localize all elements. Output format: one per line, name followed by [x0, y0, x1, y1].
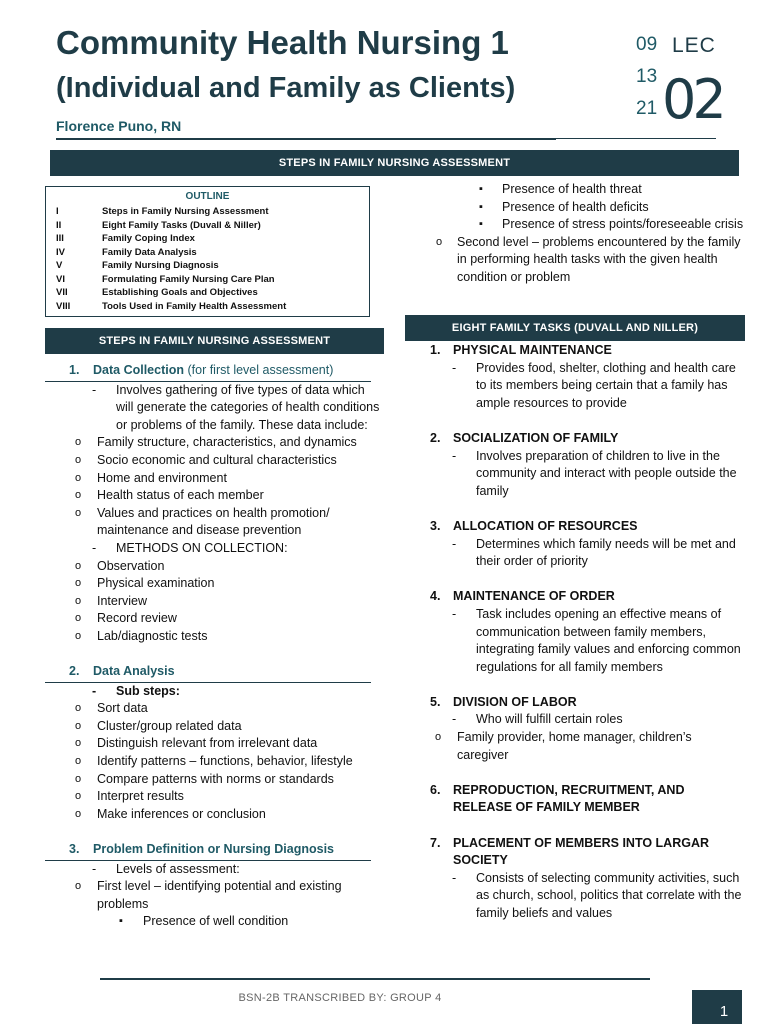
- task-number: 7.: [430, 835, 441, 850]
- task-title: PLACEMENT OF MEMBERS INTO LARGAR SOCIETY: [453, 835, 710, 868]
- list-item: o Socio economic and cultural characteristics: [45, 452, 385, 470]
- date-year: 21: [636, 98, 658, 119]
- step-number: 2.: [69, 664, 80, 679]
- sub-list-item: ▪ Presence of well condition: [45, 913, 385, 931]
- step-number: 3.: [69, 842, 80, 857]
- list-item: o Home and environment: [45, 470, 385, 488]
- outline-item: [52, 232, 363, 246]
- task-title: PHYSICAL MAINTENANCE: [453, 343, 612, 357]
- date-day: 13: [636, 66, 658, 87]
- task-description: - Consists of selecting community activities, such as church, school, politics that correlate with the family beliefs and values: [405, 870, 745, 923]
- list-item: o Lab/diagnostic tests: [45, 628, 385, 646]
- step-title: Data Analysis: [93, 664, 175, 679]
- task-description: - Involves preparation of children to live in the community and interact with people outside the family: [405, 448, 745, 501]
- list-item: o Values and practices on health promotion/ maintenance and disease prevention: [45, 505, 385, 540]
- sub-list-item: ▪ Presence of health deficits: [405, 199, 745, 217]
- section-banner-top: STEPS IN FAMILY NURSING ASSESSMENT: [50, 150, 739, 176]
- document-title: Community Health Nursing 1: [56, 24, 509, 61]
- task-number: 5.: [430, 694, 441, 709]
- outline-item: [52, 286, 363, 300]
- task-description: - Provides food, shelter, clothing and health care to its members being certain that a family has ample resources to provide: [405, 360, 745, 413]
- outline-item: [52, 259, 363, 273]
- outline-item: [52, 300, 363, 314]
- footer-credit: BSN-2B TRANSCRIBED BY: GROUP 4: [238, 992, 442, 1004]
- outline-item-num: VI: [56, 273, 65, 285]
- lecture-label: LEC: [672, 34, 716, 57]
- outline-item-num: IV: [56, 246, 65, 258]
- sub-list-item: ▪ Presence of stress points/foreseeable crisis: [405, 216, 745, 234]
- list-item: o Second level – problems encountered by the family in performing health tasks with the given health condition or problem: [405, 234, 745, 287]
- outline-item-text: Family Data Analysis: [102, 246, 197, 258]
- list-item: o Record review: [45, 610, 385, 628]
- outline-item-text: Family Coping Index: [102, 233, 195, 244]
- outline-title: OUTLINE: [185, 191, 230, 202]
- list-item: o Interpret results: [45, 788, 385, 806]
- task-number: 1.: [430, 343, 441, 357]
- sub-list-item: ▪ Presence of health threat: [405, 181, 745, 199]
- task-heading: [405, 782, 745, 817]
- task-title: DIVISION OF LABOR: [453, 694, 577, 709]
- outline-item: [52, 219, 363, 233]
- page-number-box: [692, 990, 742, 1024]
- right-column-continuation: [405, 181, 745, 287]
- task-heading: [405, 342, 745, 360]
- list-item: o Distinguish relevant from irrelevant data: [45, 735, 385, 753]
- list-item: o Family structure, characteristics, and dynamics: [45, 434, 385, 452]
- list-item: o Interview: [45, 593, 385, 611]
- task-heading: [405, 430, 745, 448]
- list-item: o Sort data: [45, 700, 385, 718]
- outline-item: [52, 273, 363, 287]
- task-title: REPRODUCTION, RECRUITMENT, AND RELEASE OF FAMILY MEMBER: [453, 782, 685, 815]
- task-description: - Determines which family needs will be met and their order of priority: [405, 536, 745, 571]
- step-number: 1.: [69, 363, 80, 377]
- footer-divider: [100, 978, 650, 980]
- outline-item-text: Establishing Goals and Objectives: [102, 287, 258, 298]
- step-title: Data Collection: [93, 363, 184, 377]
- lecture-number: 02: [662, 68, 723, 131]
- outline-item: [52, 205, 363, 219]
- step-note: (for first level assessment): [187, 363, 334, 377]
- right-column-tasks: [405, 342, 745, 923]
- dash-item: - Involves gathering of five types of data which will generate the categories of health conditions or problems of the family. These data include:: [45, 382, 385, 435]
- page-number: 1: [719, 1002, 729, 1020]
- task-heading: [405, 588, 745, 606]
- task-number: 6.: [430, 782, 441, 797]
- step-heading-data-collection: [45, 362, 371, 382]
- outline-item-text: Eight Family Tasks (Duvall & Niller): [102, 219, 261, 231]
- dash-item-substeps: - Sub steps:: [45, 683, 385, 701]
- task-title: ALLOCATION OF RESOURCES: [453, 518, 638, 533]
- task-number: 2.: [430, 430, 441, 445]
- document-subtitle: (Individual and Family as Clients): [56, 72, 516, 104]
- author-name: Florence Puno, RN: [56, 118, 182, 134]
- outline-item-text: Tools Used in Family Health Assessment: [102, 300, 287, 312]
- task-title: MAINTENANCE OF ORDER: [453, 589, 615, 604]
- outline-item-num: II: [56, 219, 62, 231]
- dash-item-methods: - METHODS ON COLLECTION:: [45, 540, 385, 558]
- list-item: o Cluster/group related data: [45, 718, 385, 736]
- outline-item-num: VIII: [56, 300, 71, 312]
- header-divider: [56, 138, 556, 140]
- list-item: o Identify patterns – functions, behavior, lifestyle: [45, 753, 385, 771]
- section-banner-right: EIGHT FAMILY TASKS (DUVALL AND NILLER): [405, 315, 745, 341]
- step-heading-problem-definition: [45, 841, 371, 861]
- date-month: 09: [636, 34, 658, 55]
- header-divider-thin: [556, 138, 716, 139]
- step-title: Problem Definition or Nursing Diagnosis: [93, 842, 334, 857]
- outline-item: [52, 246, 363, 260]
- outline-item-num: V: [56, 260, 63, 271]
- list-item: o Compare patterns with norms or standards: [45, 771, 385, 789]
- outline-item-text: Family Nursing Diagnosis: [102, 260, 219, 271]
- outline-box: [45, 186, 370, 317]
- outline-item-num: III: [56, 233, 64, 244]
- task-title: SOCIALIZATION OF FAMILY: [453, 430, 619, 445]
- section-banner-left: STEPS IN FAMILY NURSING ASSESSMENT: [45, 328, 384, 354]
- outline-item-text: Formulating Family Nursing Care Plan: [102, 273, 275, 285]
- outline-item-num: VII: [56, 287, 68, 298]
- list-item: o Family provider, home manager, children’s caregiver: [405, 729, 745, 764]
- list-item: o Physical examination: [45, 575, 385, 593]
- left-column: [45, 362, 385, 931]
- step-heading-data-analysis: [45, 663, 371, 683]
- list-item: o Health status of each member: [45, 487, 385, 505]
- dash-item: - Levels of assessment:: [45, 861, 385, 879]
- list-item: o Observation: [45, 558, 385, 576]
- outline-item-num: I: [56, 206, 59, 217]
- list-item: o First level – identifying potential and existing problems: [45, 878, 385, 913]
- task-number: 4.: [430, 589, 441, 604]
- task-number: 3.: [430, 518, 441, 533]
- task-description: - Who will fulfill certain roles: [405, 711, 745, 729]
- list-item: o Make inferences or conclusion: [45, 806, 385, 824]
- outline-item-text: Steps in Family Nursing Assessment: [102, 206, 269, 217]
- task-description: - Task includes opening an effective means of communication between family members, integrating family values and enforcing common regulations for all family members: [405, 606, 745, 676]
- task-heading: [405, 694, 745, 712]
- task-heading: [405, 835, 745, 870]
- task-heading: [405, 518, 745, 536]
